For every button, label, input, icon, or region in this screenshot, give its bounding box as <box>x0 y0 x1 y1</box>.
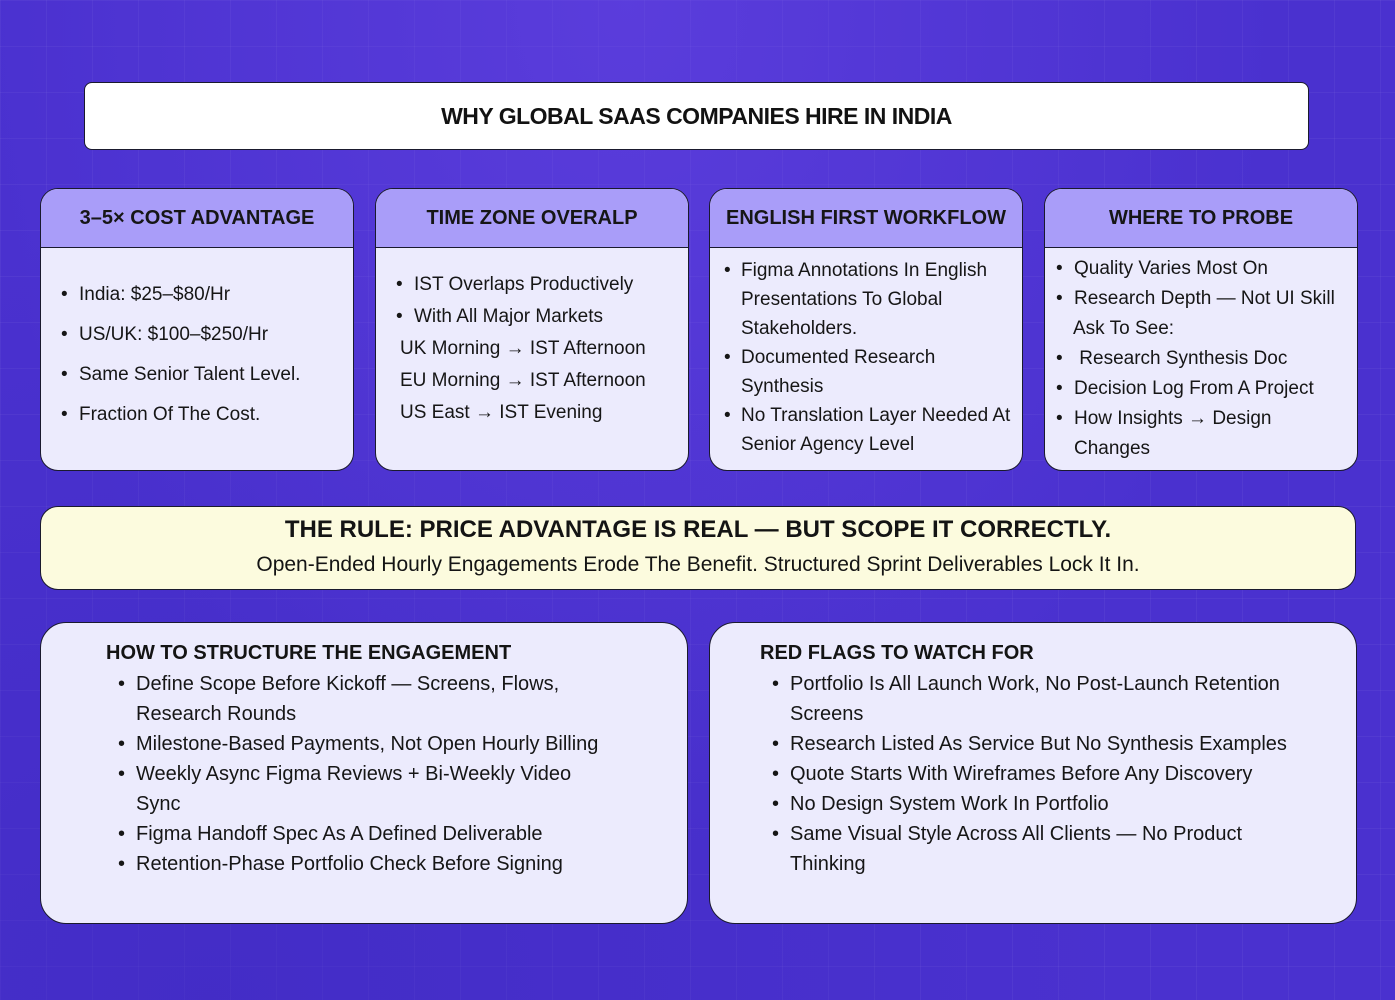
list-item: • Quality Varies Most On <box>1045 254 1357 284</box>
card-body <box>1045 248 1357 464</box>
list-item: • Milestone-Based Payments, Not Open Hourly Billing <box>118 729 608 759</box>
list-item: • US/UK: $100–$250/Hr <box>43 315 353 355</box>
bullet-list <box>710 256 1022 459</box>
list-item: • Quote Starts With Wireframes Before Any Discovery <box>772 759 1292 789</box>
list-item: • How Insights → Design Changes <box>1045 404 1357 464</box>
list-item: • No Translation Layer Needed At Senior Agency Level <box>710 401 1022 459</box>
card-body <box>710 248 1022 459</box>
list-item: • No Design System Work In Portfolio <box>772 789 1292 819</box>
rule-subtitle: Open-Ended Hourly Engagements Erode The Benefit. Structured Sprint Deliverables Lock It In. <box>256 553 1140 576</box>
list-item: • Retention-Phase Portfolio Check Before Signing <box>118 849 608 879</box>
card-title: ENGLISH FIRST WORKFLOW <box>710 189 1022 248</box>
list-item: • Decision Log From A Project <box>1045 374 1357 404</box>
list-item: • Define Scope Before Kickoff — Screens, Flows, Research Rounds <box>118 669 608 729</box>
card-body <box>376 248 688 429</box>
list-item: • Research Listed As Service But No Synthesis Examples <box>772 729 1292 759</box>
cost-advantage-card <box>40 188 354 471</box>
list-item: • Documented Research Synthesis <box>710 343 1022 401</box>
time-zone-line: EU Morning → IST Afternoon <box>400 370 646 391</box>
list-item: • Weekly Async Figma Reviews + Bi-Weekly Video Sync <box>118 759 608 819</box>
list-item: • IST Overlaps Productively <box>376 269 688 301</box>
panel-title: RED FLAGS TO WATCH FOR <box>760 642 1034 664</box>
page-title: WHY GLOBAL SAAS COMPANIES HIRE IN INDIA <box>441 102 952 129</box>
list-item: • India: $25–$80/Hr <box>43 275 353 315</box>
ask-to-see-line: Ask To See: <box>1073 318 1175 339</box>
red-flags-panel <box>709 622 1357 924</box>
list-item: • Same Visual Style Across All Clients — No Product Thinking <box>772 819 1292 879</box>
rule-title: THE RULE: PRICE ADVANTAGE IS REAL — BUT SCOPE IT CORRECTLY. <box>284 516 1112 543</box>
list-item: • Research Depth — Not UI Skill <box>1045 284 1357 314</box>
structure-engagement-panel <box>40 622 688 924</box>
bullet-list <box>376 269 688 333</box>
list-item: • Fraction Of The Cost. <box>43 395 353 435</box>
card-title: TIME ZONE OVERALP <box>376 189 688 248</box>
time-zone-line: UK Morning → IST Afternoon <box>400 338 646 359</box>
panel-title: HOW TO STRUCTURE THE ENGAGEMENT <box>106 642 512 664</box>
english-workflow-card <box>709 188 1023 471</box>
list-item: • Portfolio Is All Launch Work, No Post-Launch Retention Screens <box>772 669 1292 729</box>
time-zone-card <box>375 188 689 471</box>
bullet-list <box>1045 254 1357 314</box>
list-item: • Figma Handoff Spec As A Defined Deliverable <box>118 819 608 849</box>
time-zone-line: US East → IST Evening <box>400 402 603 423</box>
list-item: • With All Major Markets <box>376 301 688 333</box>
bullet-list <box>772 669 1292 879</box>
bullet-list <box>43 275 353 435</box>
title-banner <box>84 82 1309 150</box>
where-to-probe-card <box>1044 188 1358 471</box>
bullet-list <box>118 669 608 879</box>
rule-banner <box>40 506 1356 590</box>
list-item: • Research Synthesis Doc <box>1045 344 1357 374</box>
card-body <box>41 248 353 435</box>
list-item: • Same Senior Talent Level. <box>43 355 353 395</box>
card-title: 3–5× COST ADVANTAGE <box>41 189 353 248</box>
list-item: • Figma Annotations In English Presentations To Global Stakeholders. <box>710 256 1022 343</box>
card-title: WHERE TO PROBE <box>1045 189 1357 248</box>
bullet-list <box>1045 344 1357 464</box>
